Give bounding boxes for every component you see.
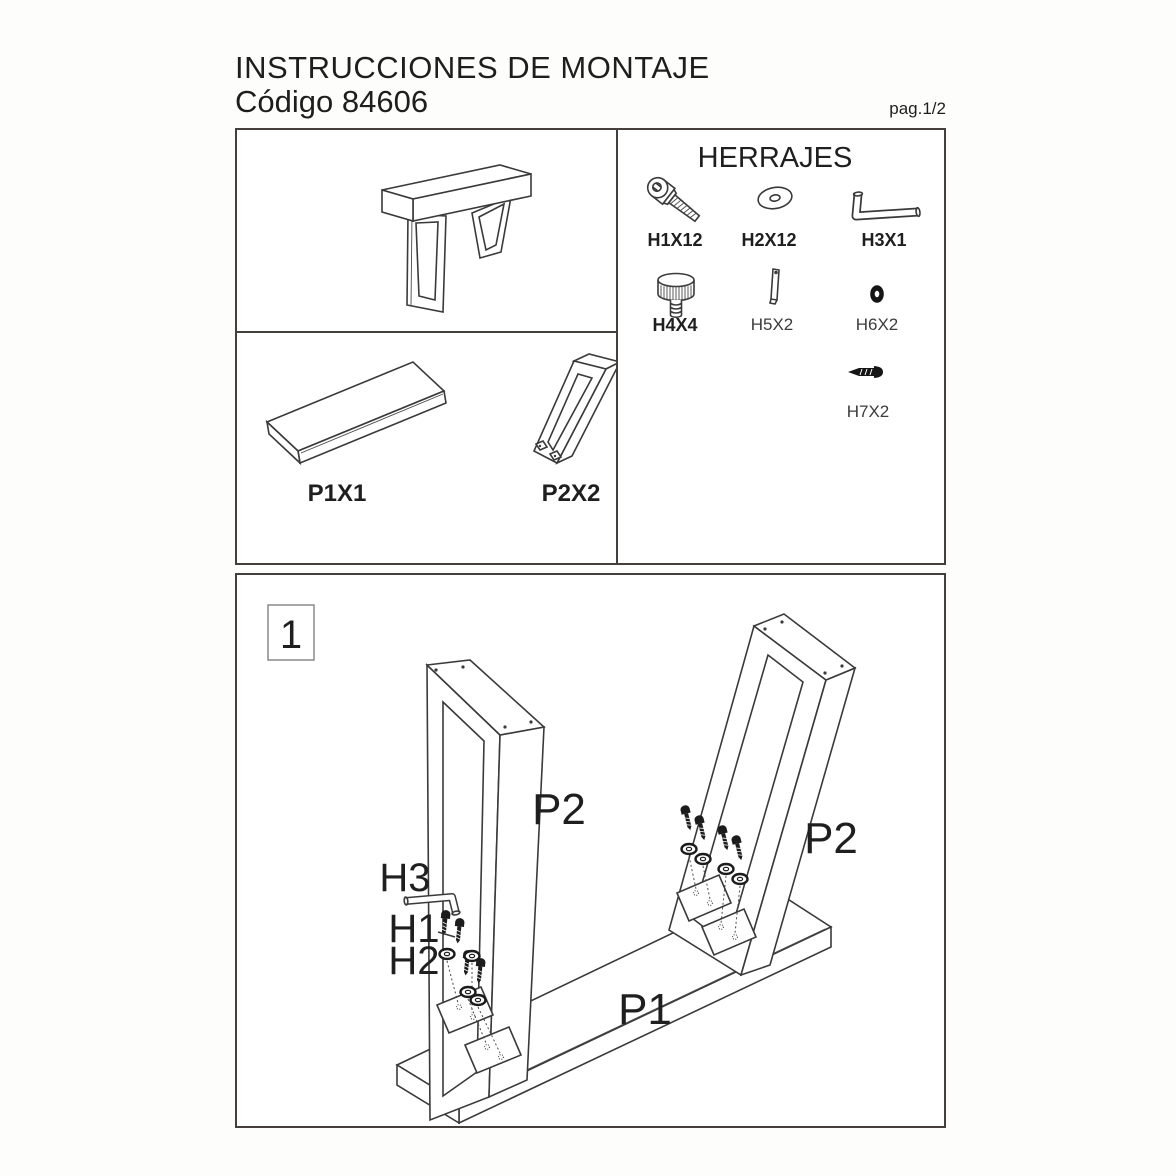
grommet-icon xyxy=(870,285,884,303)
hardware-h5-label: H5X2 xyxy=(750,315,794,334)
self-tapping-screw-icon xyxy=(848,366,883,378)
hardware-panel xyxy=(618,128,946,565)
label-h3: H3 xyxy=(379,856,431,900)
step-1-panel xyxy=(235,573,946,1128)
hardware-h4-label: H4X4 xyxy=(652,315,698,335)
label-p1: P1 xyxy=(618,985,672,1034)
hardware-drawings xyxy=(618,130,944,563)
washer-icon xyxy=(756,185,793,212)
flat-strip-icon xyxy=(770,269,779,304)
hardware-title: HERRAJES xyxy=(697,142,853,174)
part-p1-board-drawing xyxy=(267,362,446,463)
step-number-box xyxy=(268,605,314,660)
hardware-h1-label: H1X12 xyxy=(647,230,703,250)
parts-panel xyxy=(235,333,618,565)
part-p2-label: P2X2 xyxy=(541,480,601,507)
label-h2: H2 xyxy=(388,939,440,983)
hardware-h7-label: H7X2 xyxy=(846,402,890,421)
hardware-h6-label: H6X2 xyxy=(855,315,899,334)
label-p2-left: P2 xyxy=(532,785,586,834)
part-p1-label: P1X1 xyxy=(307,480,367,507)
allen-key-icon xyxy=(853,192,920,217)
page-indicator: pag.1/2 xyxy=(889,99,946,118)
label-p2-right: P2 xyxy=(804,814,858,863)
hardware-h3-label: H3X1 xyxy=(861,230,907,250)
thumb-screw-icon xyxy=(658,274,694,318)
socket-head-screw-icon xyxy=(644,174,704,227)
step-number: 1 xyxy=(279,613,303,657)
console-table-drawing xyxy=(237,130,616,331)
hardware-h2-label: H2X12 xyxy=(741,230,797,250)
page-title: INSTRUCCIONES DE MONTAJE xyxy=(235,50,710,85)
assembled-table-panel xyxy=(235,128,618,333)
label-h1: H1 xyxy=(388,907,440,951)
product-code: Código 84606 xyxy=(235,84,429,119)
leg-p2-right-drawing xyxy=(669,614,855,975)
step-1-diagram xyxy=(237,575,944,1126)
parts-drawings xyxy=(237,333,616,563)
table-front-leg xyxy=(407,214,446,312)
part-p2-leg-drawing xyxy=(534,354,616,463)
